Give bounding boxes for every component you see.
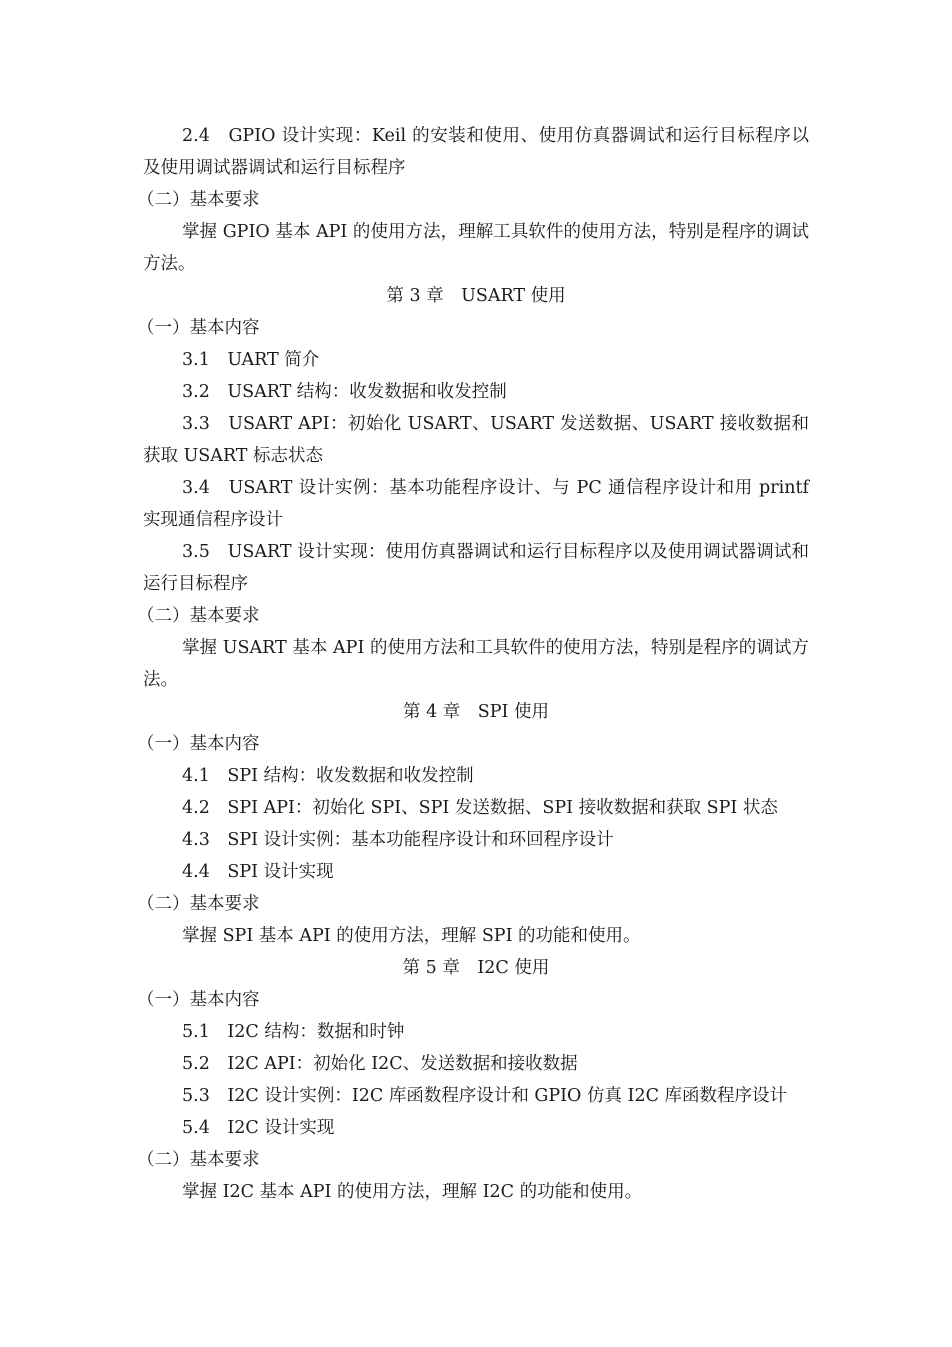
item-3-2: 3.2 USART 结构：收发数据和收发控制 bbox=[182, 382, 507, 402]
item-3-4: 3.4 USART 设计实例：基本功能程序设计、与 PC 通信程序设计和用 printf 实现通信程序设计 bbox=[143, 478, 809, 530]
item-5-2: 5.2 I2C API：初始化 I2C、发送数据和接收数据 bbox=[182, 1054, 578, 1074]
item-5-1: 5.1 I2C 结构：数据和时钟 bbox=[182, 1022, 405, 1042]
section-basic-content: （一）基本内容 bbox=[137, 734, 260, 754]
requirement-text: 掌握 USART 基本 API 的使用方法和工具软件的使用方法，特别是程序的调试方法。 bbox=[143, 638, 809, 690]
section-basic-content: （一）基本内容 bbox=[137, 990, 260, 1010]
requirement-text: 掌握 I2C 基本 API 的使用方法，理解 I2C 的功能和使用。 bbox=[182, 1182, 643, 1202]
item-5-3: 5.3 I2C 设计实例：I2C 库函数程序设计和 GPIO 仿真 I2C 库函数程序设计 bbox=[182, 1086, 788, 1106]
document-body bbox=[137, 120, 809, 1208]
item-3-5: 3.5 USART 设计实现：使用仿真器调试和运行目标程序以及使用调试器调试和运行目标程序 bbox=[143, 542, 809, 594]
section-basic-requirements: （二）基本要求 bbox=[137, 606, 260, 626]
requirement-text: 掌握 GPIO 基本 API 的使用方法，理解工具软件的使用方法，特别是程序的调试方法。 bbox=[143, 222, 809, 274]
item-5-4: 5.4 I2C 设计实现 bbox=[182, 1118, 335, 1138]
section-basic-requirements: （二）基本要求 bbox=[137, 190, 260, 210]
section-basic-requirements: （二）基本要求 bbox=[137, 894, 260, 914]
item-2-4: 2.4 GPIO 设计实现：Keil 的安装和使用、使用仿真器调试和运行目标程序以及使用调试器调试和运行目标程序 bbox=[143, 126, 809, 178]
item-4-1: 4.1 SPI 结构：收发数据和收发控制 bbox=[182, 766, 474, 786]
chapter-4-title: 第 4 章 SPI 使用 bbox=[403, 702, 549, 722]
section-basic-requirements: （二）基本要求 bbox=[137, 1150, 260, 1170]
section-basic-content: （一）基本内容 bbox=[137, 318, 260, 338]
item-4-4: 4.4 SPI 设计实现 bbox=[182, 862, 334, 882]
chapter-5-title: 第 5 章 I2C 使用 bbox=[402, 958, 550, 978]
item-3-3: 3.3 USART API：初始化 USART、USART 发送数据、USART 接收数据和获取 USART 标志状态 bbox=[143, 414, 809, 466]
item-4-2: 4.2 SPI API：初始化 SPI、SPI 发送数据、SPI 接收数据和获取 SPI 状态 bbox=[182, 798, 778, 818]
requirement-text: 掌握 SPI 基本 API 的使用方法，理解 SPI 的功能和使用。 bbox=[182, 926, 641, 946]
item-4-3: 4.3 SPI 设计实例：基本功能程序设计和环回程序设计 bbox=[182, 830, 614, 850]
item-3-1: 3.1 UART 简介 bbox=[182, 350, 320, 370]
chapter-3-title: 第 3 章 USART 使用 bbox=[386, 286, 566, 306]
